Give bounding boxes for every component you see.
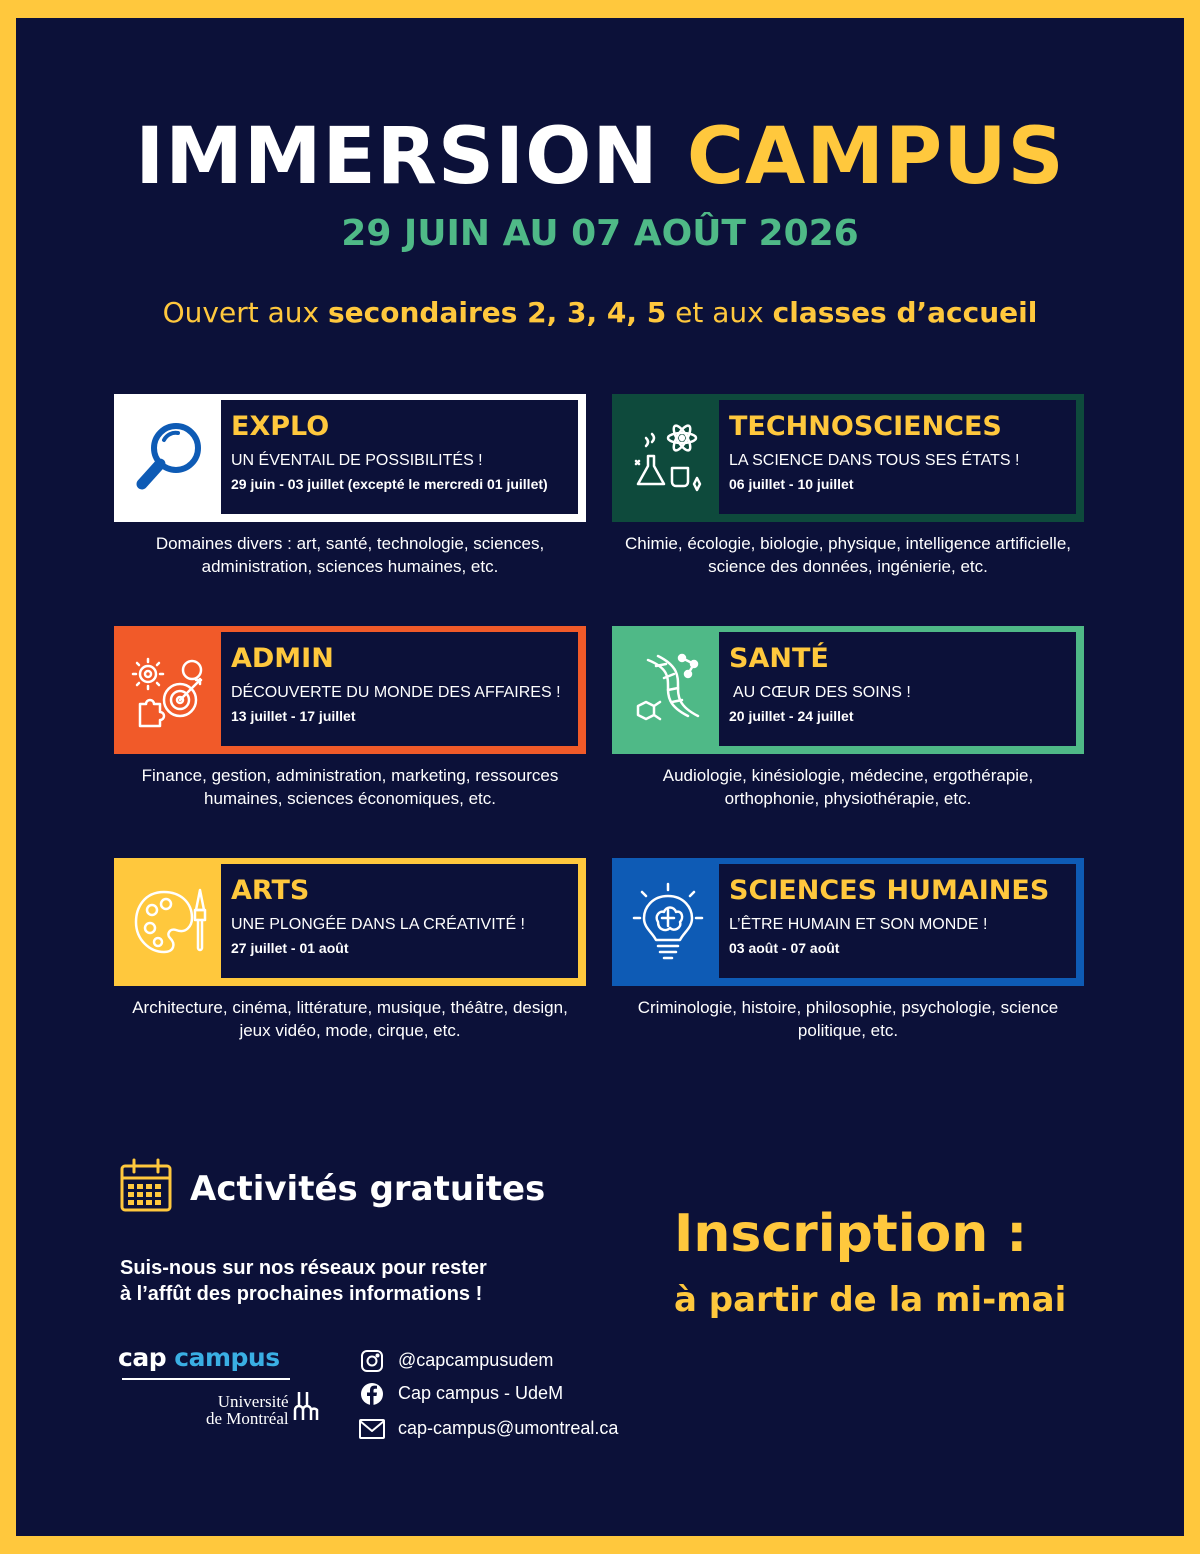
program-sciences-humaines [612, 858, 1084, 1042]
poster [16, 18, 1184, 1536]
registration-title: Inscription : [674, 1204, 1028, 1264]
program-name: ADMIN [231, 643, 334, 674]
program-tagline: DÉCOUVERTE DU MONDE DES AFFAIRES ! [231, 684, 561, 702]
title-word-immersion: IMMERSION [135, 112, 659, 202]
registration [674, 1204, 1066, 1320]
free-activities [118, 1158, 545, 1219]
program-technosciences [612, 394, 1084, 578]
program-card [114, 626, 586, 754]
udem-logo [206, 1390, 319, 1427]
brand-cap: cap [118, 1343, 175, 1372]
program-admin [114, 626, 586, 810]
program-dates: 20 juillet - 24 juillet [729, 708, 854, 725]
email-link[interactable] [358, 1412, 618, 1445]
udem-line-2: de Montréal [206, 1409, 289, 1428]
follow-message [120, 1255, 590, 1307]
audience-pre: Ouvert aux [162, 296, 328, 329]
program-dates: 29 juin - 03 juillet (excepté le mercredi 01 juillet) [231, 476, 548, 493]
email-address: cap-campus@umontreal.ca [398, 1418, 619, 1438]
registration-date: à partir de la mi-mai [674, 1280, 1067, 1320]
program-tagline: L’ÊTRE HUMAIN ET SON MONDE ! [729, 916, 988, 934]
brand-campus: campus [174, 1343, 280, 1372]
udem-line-1: Université [217, 1392, 289, 1411]
instagram-icon [358, 1347, 386, 1375]
dna-molecule-icon [617, 631, 719, 749]
program-name: SCIENCES HUMAINES [729, 875, 1050, 906]
program-name: SANTÉ [729, 643, 829, 674]
facebook-link[interactable] [358, 1377, 618, 1410]
instagram-link[interactable] [358, 1344, 618, 1377]
title-word-campus: CAMPUS [686, 112, 1065, 202]
calendar-icon [118, 1158, 174, 1219]
free-activities-label: Activités gratuites [190, 1168, 546, 1209]
program-card [612, 858, 1084, 986]
program-name: EXPLO [231, 411, 330, 442]
program-description: Chimie, écologie, biologie, physique, intelligence artificielle, science des données, ingénierie, etc. [624, 534, 1072, 576]
program-dates: 13 juillet - 17 juillet [231, 708, 356, 725]
program-tagline: UN ÉVENTAIL DE POSSIBILITÉS ! [231, 452, 483, 470]
audience-classes: classes d’accueil [772, 296, 1038, 329]
audience-mid: et aux [666, 296, 773, 329]
program-tagline: UNE PLONGÉE DANS LA CRÉATIVITÉ ! [231, 916, 525, 934]
event-dates: 29 JUIN AU 07 AOÛT 2026 [341, 213, 859, 254]
magnifier-icon [119, 399, 221, 517]
program-name: TECHNOSCIENCES [729, 411, 1002, 442]
program-card [114, 394, 586, 522]
program-arts [114, 858, 586, 1042]
poster-title [16, 112, 1184, 202]
facebook-page: Cap campus - UdeM [398, 1383, 564, 1403]
program-name: ARTS [231, 875, 310, 906]
brain-bulb-icon [617, 863, 719, 981]
program-dates: 06 juillet - 10 juillet [729, 476, 854, 493]
program-card [612, 626, 1084, 754]
program-description: Finance, gestion, administration, marketing, ressources humaines, sciences économiques, etc. [141, 766, 559, 808]
program-tagline: AU CŒUR DES SOINS ! [733, 684, 911, 702]
program-description: Domaines divers : art, santé, technologie, sciences, administration, sciences humaines, etc. [155, 534, 545, 576]
gears-target-icon [119, 631, 221, 749]
lab-atom-icon [617, 399, 719, 517]
audience-grades: secondaires 2, 3, 4, 5 [327, 296, 667, 329]
program-card [612, 394, 1084, 522]
program-dates: 27 juillet - 01 août [231, 940, 349, 957]
instagram-handle: @capcampusudem [398, 1350, 554, 1370]
program-description: Architecture, cinéma, littérature, musique, théâtre, design, jeux vidéo, mode, cirque, etc. [132, 998, 568, 1040]
palette-brush-icon [119, 863, 221, 981]
program-description: Criminologie, histoire, philosophie, psychologie, science politique, etc. [637, 998, 1059, 1040]
program-tagline: LA SCIENCE DANS TOUS SES ÉTATS ! [729, 452, 1020, 470]
logo-divider [122, 1378, 290, 1380]
program-dates: 03 août - 07 août [729, 940, 840, 957]
audience-line [16, 296, 1184, 329]
facebook-icon [358, 1380, 386, 1408]
program-explo [114, 394, 586, 578]
program-sante [612, 626, 1084, 810]
follow-line-2: à l’affût des prochaines informations ! [120, 1283, 483, 1305]
udem-emblem-icon [293, 1390, 319, 1427]
follow-line-1: Suis-nous sur nos réseaux pour rester [120, 1257, 487, 1279]
cap-campus-logo [118, 1343, 290, 1380]
program-card [114, 858, 586, 986]
program-description: Audiologie, kinésiologie, médecine, ergothérapie, orthophonie, physiothérapie, etc. [662, 766, 1034, 808]
social-links [358, 1344, 618, 1445]
email-icon [358, 1415, 386, 1443]
